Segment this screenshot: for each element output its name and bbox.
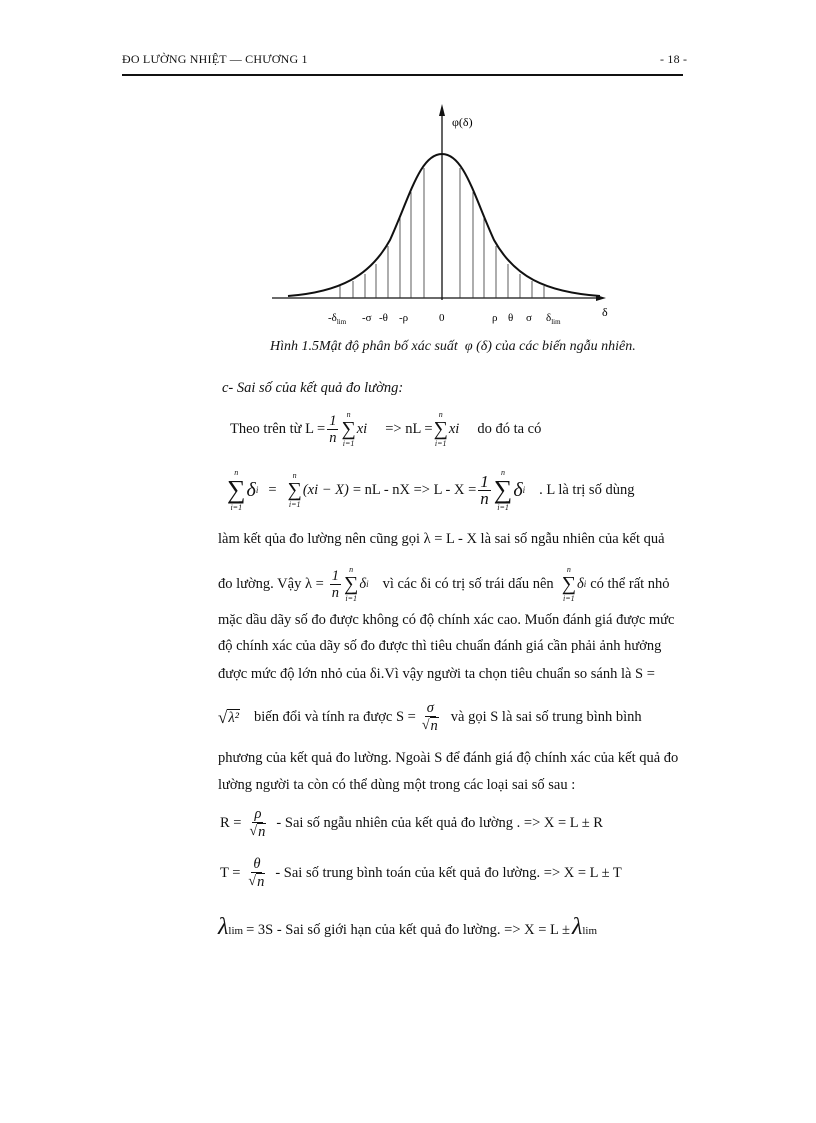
running-header: ĐO LƯỜNG NHIỆT — CHƯƠNG 1 <box>122 52 308 66</box>
sum-sign: n ∑ i=1 <box>227 468 246 512</box>
caption-text: Hình 1.5Mật độ phân bố xác suất <box>270 339 458 354</box>
t-lead: T = <box>220 865 241 881</box>
equation-line-8 <box>218 700 642 735</box>
y-axis-label: φ(δ) <box>452 115 473 129</box>
text-line-p3: độ chính xác của dãy số đo được thì tiêu chuẩn đánh giá cần phải ảnh hưởng <box>218 638 662 654</box>
delta-symbol: δ <box>513 478 523 501</box>
equation-t <box>220 856 622 891</box>
page-number: - 18 - <box>660 52 688 66</box>
sum-sign: n ∑ i=1 <box>433 410 448 448</box>
text-line-p1: làm kết qủa đo lường nên cũng gọi λ = L - X là sai số ngẫu nhiên của kết quả <box>218 531 665 547</box>
equation-line-2: n ∑ i=1 δ i = n ∑ i=1 (xi − X) = nL - nX => L - X = $\frac{1}{n}$ n ∑ i=1 δ i . L là trị số dùng <box>227 468 635 512</box>
delta-symbol: δ <box>359 575 367 592</box>
eq1-lead: Theo trên từ L = <box>230 420 326 437</box>
sum-sign: n ∑ i=1 <box>287 471 302 509</box>
xi-term: xi <box>448 420 460 437</box>
caption-end: của các biến ngẫu nhiên. <box>495 339 636 354</box>
equation-line-4: đo lường. Vậy λ = $\frac{1}{n}$ n ∑ i=1 δ i vì các δi có trị số trái dấu nên n ∑ i=1 δ i có thể rất nhỏ <box>218 565 670 603</box>
lim-subscript: lim <box>228 925 244 937</box>
eq1-end: do đó ta có <box>477 420 542 437</box>
lim-desc: = 3S - Sai số giới hạn của kết quả đo lường. => X = L ± <box>246 922 570 938</box>
tick-zero: 0 <box>439 312 445 324</box>
tick-theta: θ <box>508 312 514 324</box>
eq2-mid: = nL - nX => L - X = <box>352 481 477 498</box>
xi-minus-x: (xi − X) <box>302 481 349 498</box>
t-desc: - Sai số trung bình toán của kết quả đo lường. => X = L ± T <box>275 865 622 881</box>
sum-sign: n ∑ i=1 <box>561 565 576 603</box>
lim-subscript: lim <box>582 925 598 937</box>
x-axis-label: δ <box>602 305 608 319</box>
frac-rho-sqrt-n: ρ √ n <box>249 806 266 840</box>
delta-symbol: δ <box>246 478 256 501</box>
sqrt-lambda2: √ λ² <box>218 707 239 727</box>
tick-dlim-pos: $\delta_{lim}$ <box>546 312 561 326</box>
eq2-end: . L là trị số dùng <box>539 481 635 498</box>
r-desc: - Sai số ngẫu nhiên của kết quả đo lường . => X = L ± R <box>276 815 603 831</box>
tick-sigma: σ <box>526 312 532 324</box>
eq2-eq: = <box>268 481 277 498</box>
equation-r <box>220 806 603 841</box>
frac-1-over-n: $\frac{1}{n}$ <box>480 471 489 508</box>
text-line-p2: mặc dầu dãy số đo được không có độ chính xác cao. Muốn đánh giá được mức <box>218 612 675 628</box>
equation-lambda-lim <box>218 914 597 941</box>
tick-dlim-neg: $-\delta_{lim}$ <box>328 312 347 326</box>
eq8-lead: biến đổi và tính ra được S = <box>253 709 416 725</box>
y-axis-arrow <box>439 104 445 116</box>
text-line-p5: phương của kết quả đo lường. Ngoài S để đánh giá độ chính xác của kết quả đo <box>218 750 679 766</box>
eq4-mid: vì các δi có trị số trái dấu nên <box>382 575 554 592</box>
sum-sign: n ∑ i=1 <box>344 565 359 603</box>
header-rule <box>122 74 683 76</box>
delta-symbol: δ <box>576 575 584 592</box>
frac-theta-sqrt-n: θ √ n <box>248 856 265 890</box>
caption-expr: φ (δ) <box>464 339 492 354</box>
tick-rho: ρ <box>492 312 498 324</box>
tick-rho-neg: -ρ <box>399 312 409 324</box>
figure-caption <box>270 339 636 355</box>
text-line-p4: được mức độ lớn nhỏ của δi.Vì vậy người ta chọn tiêu chuẩn so sánh là S = <box>218 666 655 682</box>
frac-1-over-n: $\frac{1}{n}$ <box>331 567 340 601</box>
lambda-symbol: λ <box>571 914 583 940</box>
eq4-lead: đo lường. Vậy λ = <box>218 575 324 592</box>
eq1-mid: => nL = <box>385 420 433 437</box>
text-line-p6: lường người ta còn có thể dùng một trong các loại sai số sau : <box>218 777 576 793</box>
tick-theta-neg: -θ <box>379 312 388 324</box>
lambda-symbol: λ <box>218 914 229 940</box>
distribution-figure <box>270 100 630 330</box>
eq4-end: có thể rất nhỏ <box>590 575 670 592</box>
tick-sigma-neg: -σ <box>362 312 372 324</box>
sum-sign: n ∑ i=1 <box>341 410 356 448</box>
section-title: c- Sai số của kết quả đo lường: <box>222 380 404 396</box>
equation-line-1 <box>230 410 541 448</box>
bell-curve <box>288 154 600 296</box>
r-lead: R = <box>220 815 242 831</box>
xi-term: xi <box>356 420 368 437</box>
frac-1-over-n: $\frac{1}{n}$ <box>329 412 337 446</box>
sum-sign: n ∑ i=1 <box>493 468 513 512</box>
eq8-end: và gọi S là sai số trung bình bình <box>450 709 642 725</box>
frac-sigma-sqrt-n: σ √ n <box>421 700 438 734</box>
